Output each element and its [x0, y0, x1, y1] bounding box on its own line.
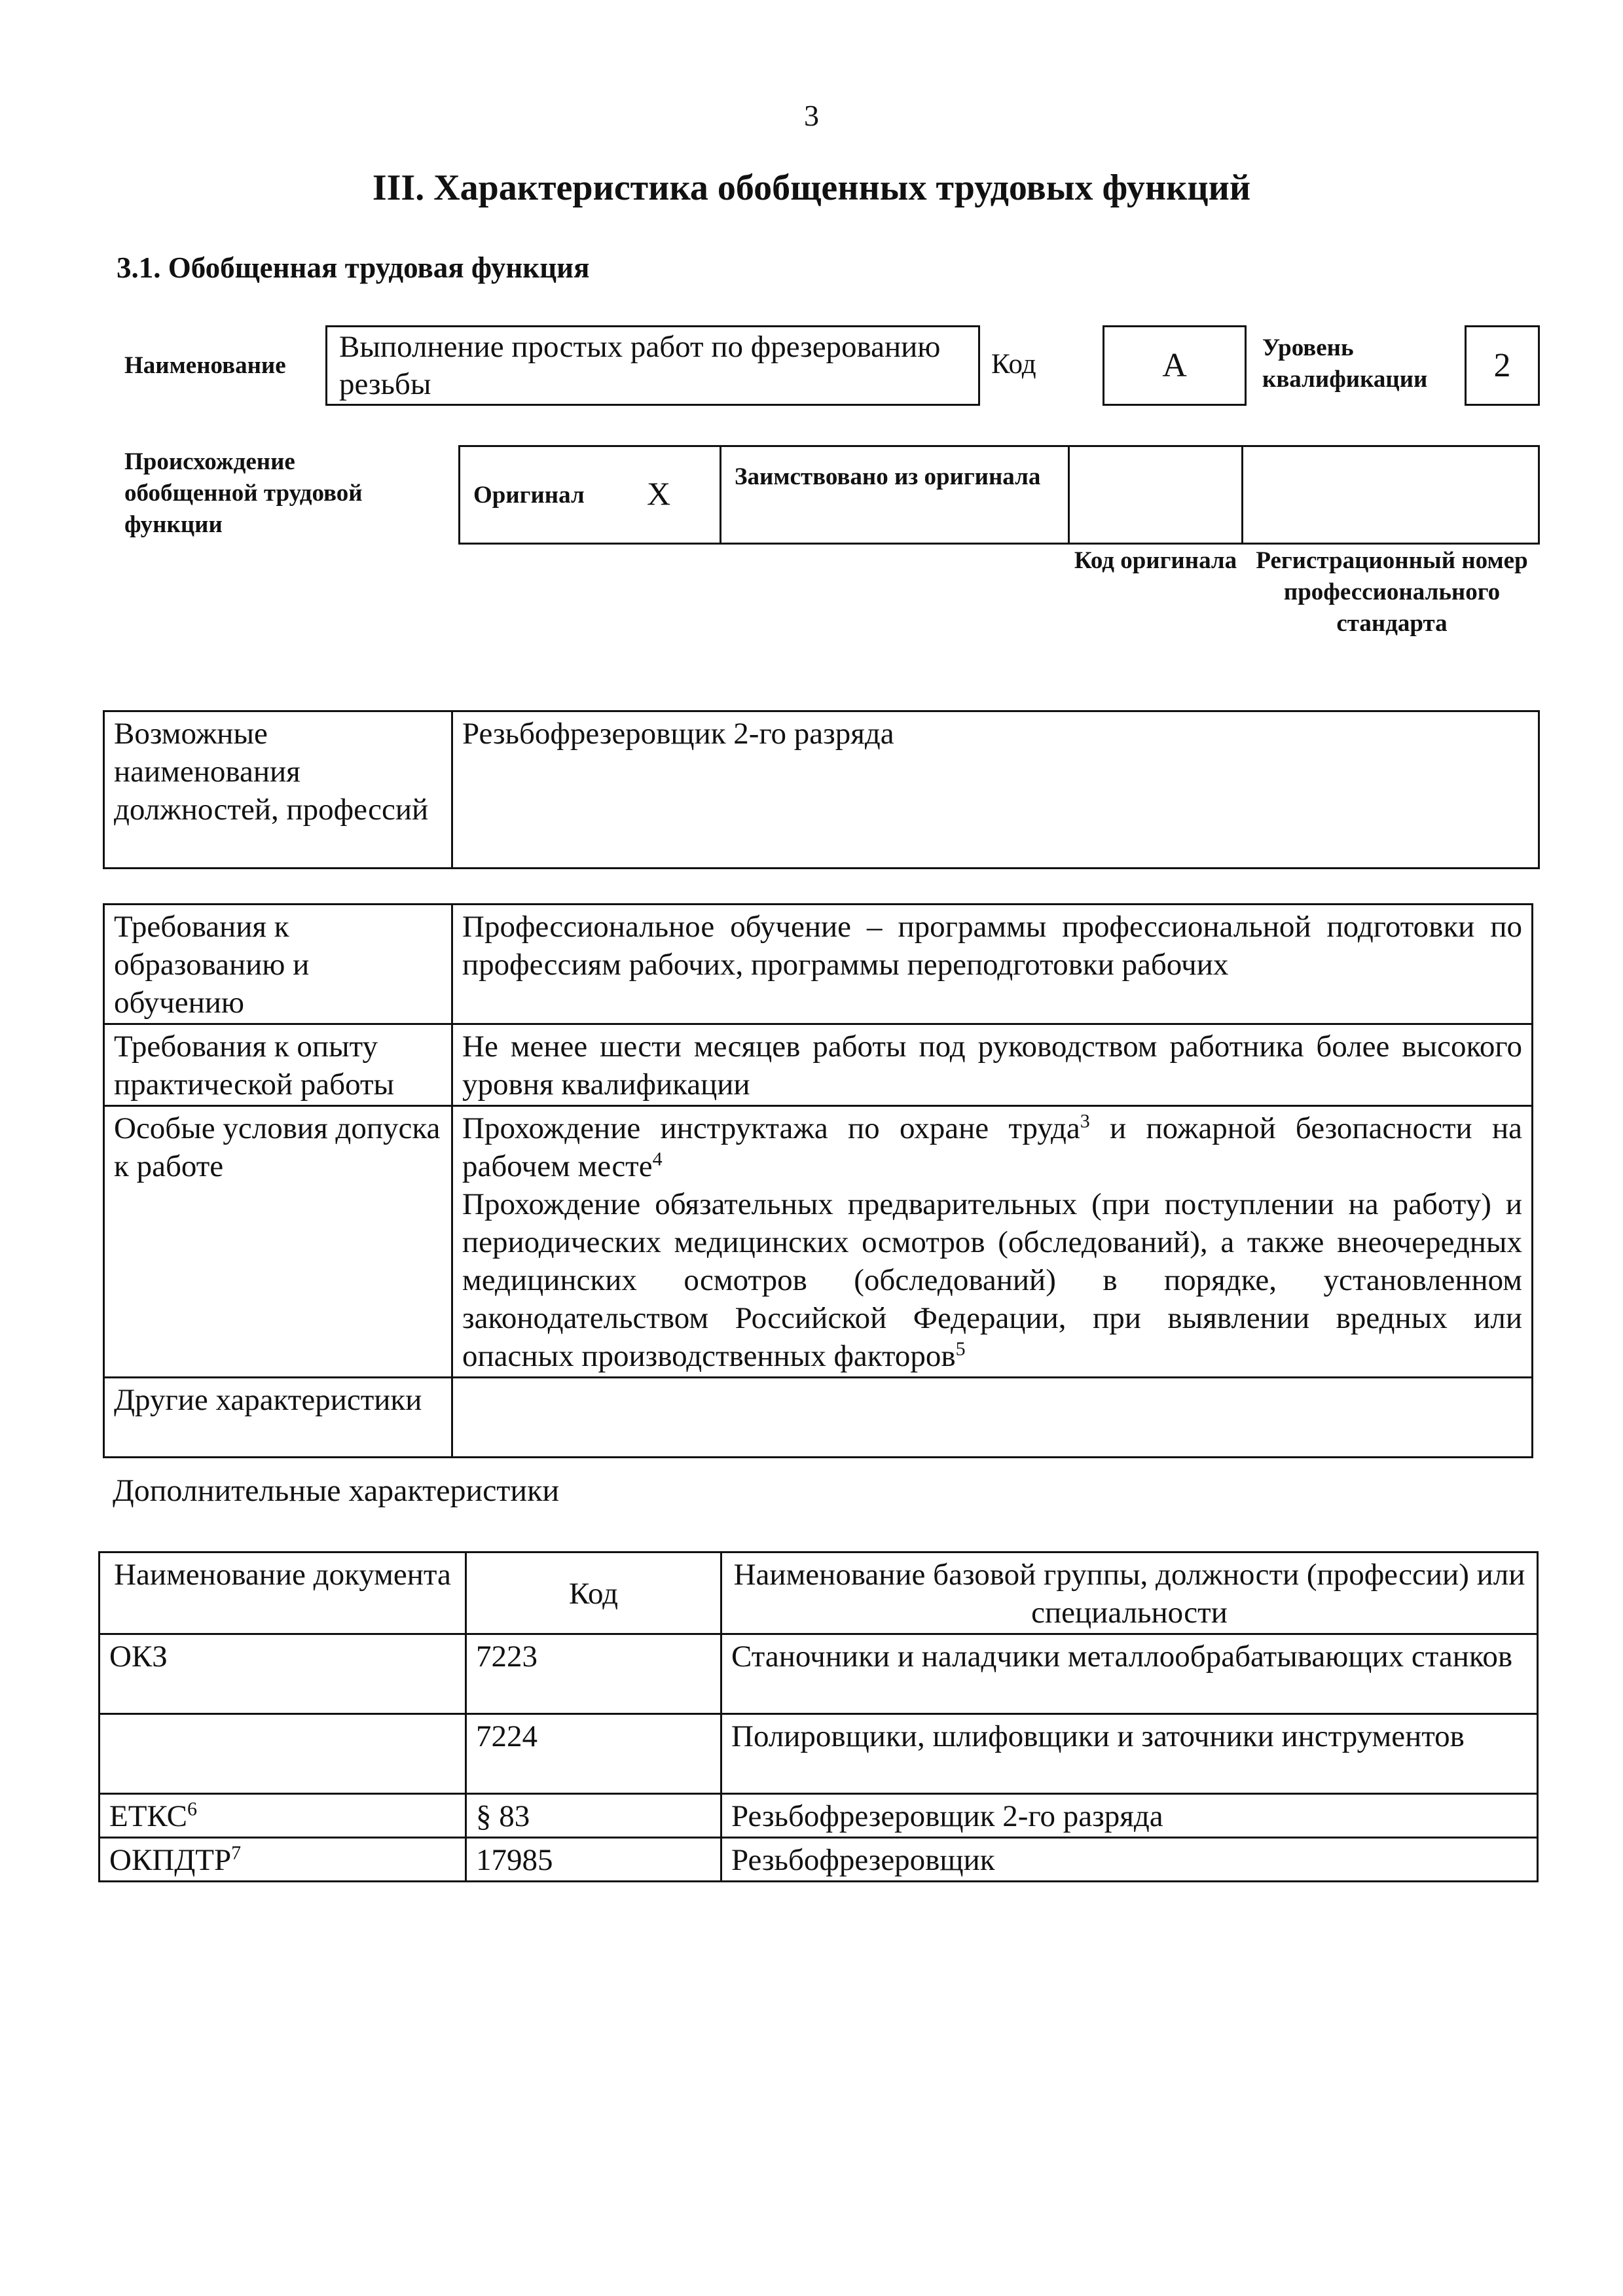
code-label: Код — [991, 349, 1036, 380]
conditions-paragraph-1: Прохождение инструктажа по охране труда$^3$ и пожарной безопасности на рабочем месте$^4$ — [462, 1110, 1522, 1183]
row-doc — [100, 1714, 466, 1794]
table-row — [104, 711, 1539, 869]
code-value: А — [1162, 347, 1187, 384]
code-original-caption: Код оригинала — [1074, 547, 1237, 574]
footnote-ref: 3 — [1080, 1110, 1090, 1132]
conditions-value — [452, 1106, 1533, 1378]
table-row — [100, 1714, 1538, 1794]
origin-code-cell — [1068, 445, 1243, 545]
table-row — [104, 1106, 1533, 1378]
education-value: Профессиональное обучение – программы профессиональной подготовки по профессиям рабочих, программы переподготовки рабочих — [452, 905, 1533, 1024]
experience-label: Требования к опыту практической работы — [104, 1024, 452, 1106]
page-number: 3 — [804, 99, 819, 132]
reg-number-caption: Регистрационный номер профессионального стандарта — [1256, 547, 1528, 637]
row-doc: ОКПДТР$^7$ — [100, 1838, 466, 1882]
footnote-ref: 5 — [955, 1338, 966, 1360]
col-code-header: Код — [466, 1552, 721, 1634]
borrowed-label: Заимствовано из оригинала — [735, 463, 1041, 490]
section-title: III. Характеристика обобщенных трудовых функций — [372, 168, 1251, 208]
level-label: Уровень квалификации — [1262, 334, 1428, 393]
additional-title: Дополнительные характеристики — [113, 1473, 560, 1508]
row-name: Резьбофрезеровщик 2-го разряда — [721, 1794, 1538, 1838]
row-code: 7223 — [466, 1634, 721, 1714]
name-value-box — [325, 325, 980, 406]
original-label: Оригинал — [473, 482, 585, 509]
table-row — [104, 1378, 1533, 1458]
education-label: Требования к образованию и обучению — [104, 905, 452, 1024]
conditions-paragraph-2: Прохождение обязательных предварительных (при поступлении на работу) и периодических медицинских осмотров (обследований), а также внеочередных медицинских осмотров (обследований) в порядке, установленном законодательством Российской Федерации, при выявлении вредных или опасных производственных факторов$^5$ — [462, 1187, 1522, 1373]
table-row — [104, 1024, 1533, 1106]
col-doc-header: Наименование документа — [100, 1552, 466, 1634]
name-label: Наименование — [124, 352, 286, 379]
other-value — [452, 1378, 1533, 1458]
row-code: 17985 — [466, 1838, 721, 1882]
positions-label: Возможные наименования должностей, профессий — [104, 711, 452, 869]
requirements-table — [103, 903, 1533, 1458]
subsection-title: 3.1. Обобщенная трудовая функция — [117, 251, 590, 284]
row-doc: ОКЗ — [100, 1634, 466, 1714]
origin-original-cell — [458, 445, 721, 545]
experience-value: Не менее шести месяцев работы под руководством работника более высокого уровня квалификации — [452, 1024, 1533, 1106]
row-name: Станочники и наладчики металлообрабатывающих станков — [721, 1634, 1538, 1714]
row-code: 7224 — [466, 1714, 721, 1794]
table-row — [100, 1634, 1538, 1714]
other-label: Другие характеристики — [104, 1378, 452, 1458]
level-value: 2 — [1493, 347, 1511, 384]
col-name-header: Наименование базовой группы, должности (профессии) или специальности — [721, 1552, 1538, 1634]
footnote-ref: 7 — [231, 1842, 242, 1864]
footnote-ref: 4 — [652, 1148, 663, 1170]
code-value-box — [1103, 325, 1247, 406]
origin-reg-number-cell — [1241, 445, 1540, 545]
conditions-label: Особые условия допуска к работе — [104, 1106, 452, 1378]
table-row — [100, 1794, 1538, 1838]
additional-table — [98, 1551, 1539, 1882]
positions-value: Резьбофрезеровщик 2-го разряда — [452, 711, 1539, 869]
footnote-ref: 6 — [187, 1798, 197, 1820]
level-value-box — [1465, 325, 1540, 406]
row-code: § 83 — [466, 1794, 721, 1838]
table-header-row — [100, 1552, 1538, 1634]
origin-label: Происхождение обобщенной трудовой функции — [124, 448, 363, 538]
positions-table — [103, 710, 1540, 869]
table-row — [100, 1838, 1538, 1882]
row-name: Резьбофрезеровщик — [721, 1838, 1538, 1882]
table-row — [104, 905, 1533, 1024]
row-name: Полировщики, шлифовщики и заточники инструментов — [721, 1714, 1538, 1794]
original-mark: X — [647, 475, 671, 512]
origin-borrowed-cell — [720, 445, 1070, 545]
name-value: Выполнение простых работ по фрезерованию резьбы — [339, 330, 941, 401]
row-doc: ЕТКС$^6$ — [100, 1794, 466, 1838]
